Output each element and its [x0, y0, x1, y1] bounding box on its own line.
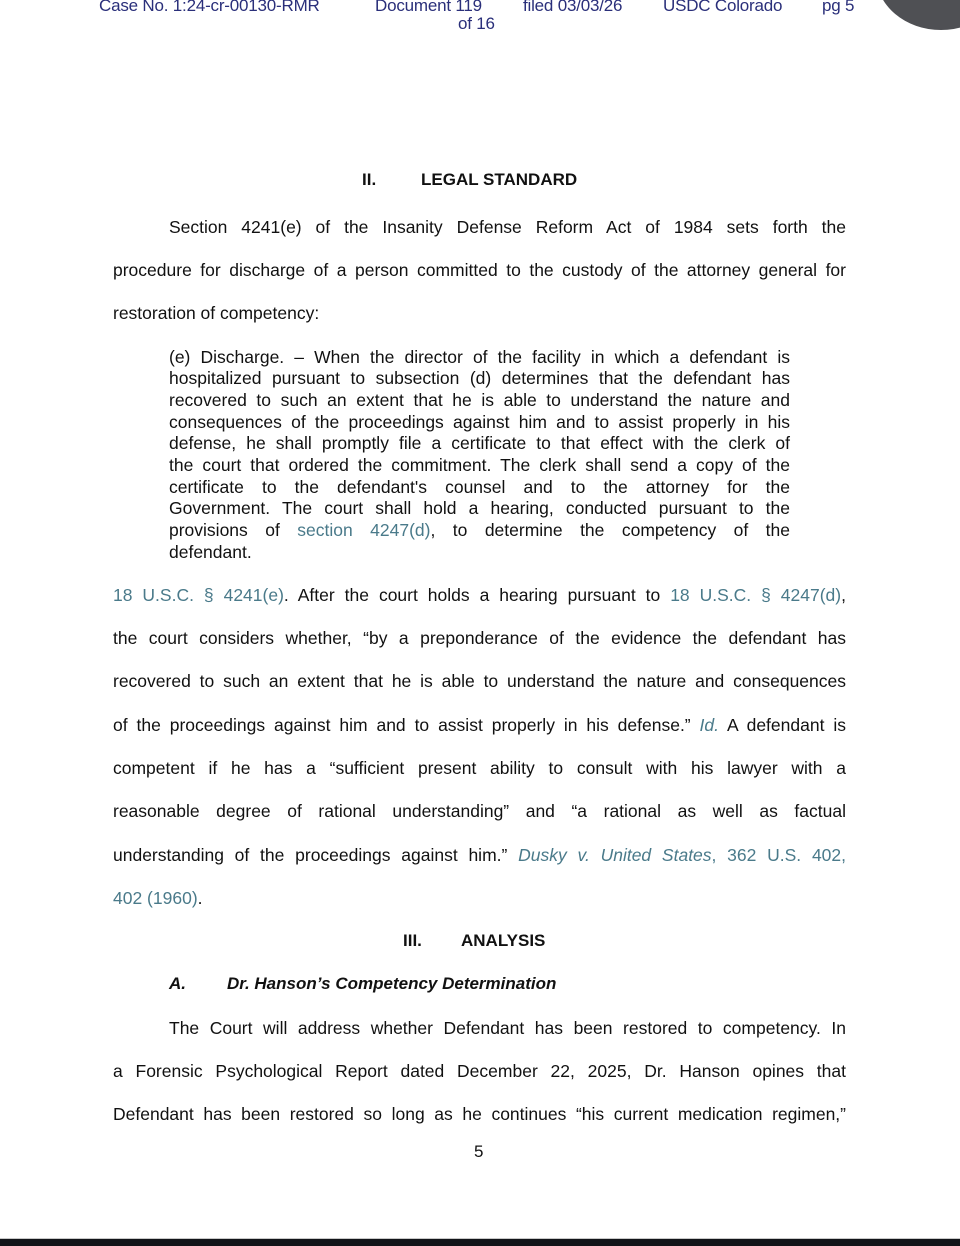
paragraph-line: procedure for discharge of a person committed to the custody of the attorney general for: [113, 260, 846, 280]
text: . After the court holds a hearing pursuant to: [283, 585, 671, 605]
document-number: Document 119: [375, 0, 482, 15]
text: provisions of: [169, 520, 298, 540]
filed-date: filed 03/03/26: [523, 0, 623, 15]
section-title: ANALYSIS: [461, 931, 546, 950]
block-quote-line: consequences of the proceedings against him and to assist properly in his: [169, 412, 790, 432]
paragraph-line: the court considers whether, “by a preponderance of the evidence the defendant has: [113, 628, 846, 648]
paragraph-line: Defendant has been restored so long as he continues “his current medication regimen,”: [113, 1104, 846, 1124]
block-quote-line: (e) Discharge. – When the director of the facility in which a defendant is: [169, 347, 790, 367]
bottom-navigation-bar: [0, 1238, 960, 1246]
citation-link-dusky-reporter[interactable]: , 362 U.S. 402,: [711, 845, 846, 865]
citation-link-dusky[interactable]: Dusky v. United States: [518, 845, 712, 865]
block-quote-line: certificate to the defendant's counsel and to the attorney for the: [169, 477, 790, 497]
court-filing-header: [0, 0, 960, 36]
paragraph-line: restoration of competency:: [113, 303, 320, 323]
text: ,: [841, 585, 846, 605]
text: .: [197, 888, 203, 908]
paragraph-line: [113, 585, 846, 605]
paragraph-line: recovered to such an extent that he is able to understand the nature and consequences: [113, 671, 846, 691]
page-number: 5: [474, 1142, 484, 1161]
section-numeral: III.: [403, 931, 422, 950]
paragraph-line: [113, 888, 846, 908]
citation-link-section-4247d[interactable]: section 4247(d): [297, 520, 431, 540]
citation-link-id[interactable]: Id.: [699, 715, 720, 735]
text: A defendant is: [719, 715, 846, 735]
block-quote-line: recovered to such an extent that he is able to understand the nature and: [169, 390, 790, 410]
paragraph-line: [113, 715, 846, 735]
citation-link-4241e[interactable]: 18 U.S.C. § 4241(e): [113, 585, 284, 605]
case-number: Case No. 1:24-cr-00130-RMR: [99, 0, 320, 15]
block-quote-line: [169, 520, 790, 540]
subsection-letter: A.: [169, 974, 186, 993]
block-quote-line: the court that ordered the commitment. The clerk shall send a copy of the: [169, 455, 790, 475]
paragraph-line: a Forensic Psychological Report dated December 22, 2025, Dr. Hanson opines that: [113, 1061, 846, 1081]
paragraph-line: The Court will address whether Defendant has been restored to competency. In: [169, 1018, 846, 1038]
paragraph-line: Section 4241(e) of the Insanity Defense Reform Act of 1984 sets forth the: [169, 217, 846, 237]
court-name: USDC Colorado: [663, 0, 783, 15]
section-numeral: II.: [362, 170, 377, 189]
block-quote-line: Government. The court shall hold a hearing, conducted pursuant to the: [169, 498, 790, 518]
text: , to determine the competency of the: [430, 520, 790, 540]
text: of the proceedings against him and to assist properly in his defense.”: [113, 715, 700, 735]
section-title: LEGAL STANDARD: [421, 170, 578, 189]
text: understanding of the proceedings against him.”: [113, 845, 519, 865]
document-total-pages: of 16: [458, 14, 495, 33]
citation-link-dusky-year[interactable]: 402 (1960): [113, 888, 198, 908]
subsection-title: Dr. Hanson’s Competency Determination: [227, 974, 557, 993]
paragraph-line: competent if he has a “sufficient present ability to consult with his lawyer with a: [113, 758, 846, 778]
citation-link-4247d[interactable]: 18 U.S.C. § 4247(d): [670, 585, 842, 605]
block-quote-line: defendant.: [169, 542, 252, 562]
header-page-number: pg 5: [822, 0, 855, 15]
paragraph-line: [113, 845, 846, 865]
block-quote-line: defense, he shall promptly file a certificate to that effect with the clerk of: [169, 433, 790, 453]
paragraph-line: reasonable degree of rational understanding” and “a rational as well as factual: [113, 801, 846, 821]
block-quote-line: hospitalized pursuant to subsection (d) determines that the defendant has: [169, 368, 790, 388]
